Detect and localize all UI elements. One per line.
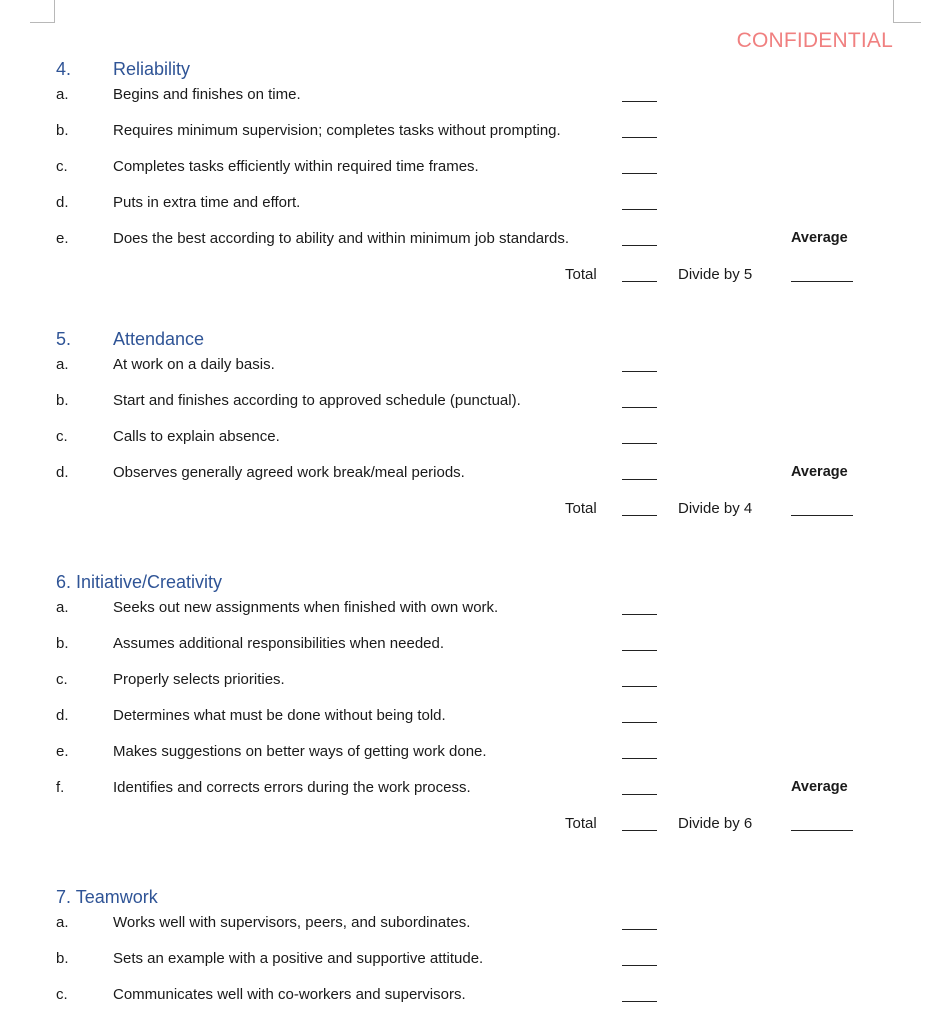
section-title: Attendance	[113, 329, 205, 349]
item-letter: b.	[56, 950, 69, 967]
item-text: Completes tasks efficiently within required time frames.	[113, 158, 479, 175]
item-letter: d.	[56, 464, 69, 481]
total-blank[interactable]	[622, 830, 657, 831]
item-letter: c.	[56, 986, 68, 1003]
item-letter: c.	[56, 671, 68, 688]
item-text: Requires minimum supervision; completes tasks without prompting.	[113, 122, 561, 139]
score-blank[interactable]	[622, 137, 657, 138]
score-blank[interactable]	[622, 245, 657, 246]
item-text: Begins and finishes on time.	[113, 86, 301, 103]
item-text: Communicates well with co-workers and supervisors.	[113, 986, 466, 1003]
section-number: 5.	[56, 329, 72, 349]
average-label: Average	[791, 779, 848, 795]
item-letter: e.	[56, 743, 69, 760]
divide-label: Divide by 5	[678, 266, 753, 283]
item-letter: f.	[56, 779, 65, 796]
score-blank[interactable]	[622, 1001, 657, 1002]
average-blank[interactable]	[791, 281, 853, 282]
item-letter: a.	[56, 356, 69, 373]
item-text: At work on a daily basis.	[113, 356, 275, 373]
total-blank[interactable]	[622, 515, 657, 516]
item-text: Makes suggestions on better ways of getting work done.	[113, 743, 487, 760]
item-text: Does the best according to ability and within minimum job standards.	[113, 230, 570, 247]
section-heading-initiative: 6. Initiative/Creativity	[56, 572, 223, 592]
score-blank[interactable]	[622, 101, 657, 102]
score-blank[interactable]	[622, 929, 657, 930]
item-letter: d.	[56, 194, 69, 211]
total-label: Total	[565, 815, 597, 832]
average-blank[interactable]	[791, 515, 853, 516]
item-text: Works well with supervisors, peers, and subordinates.	[113, 914, 471, 931]
section-title: Reliability	[113, 59, 191, 79]
item-text: Identifies and corrects errors during the work process.	[113, 779, 471, 796]
section-number: 4.	[56, 59, 72, 79]
item-text: Seeks out new assignments when finished with own work.	[113, 599, 499, 616]
item-text: Observes generally agreed work break/meal periods.	[113, 464, 465, 481]
score-blank[interactable]	[622, 614, 657, 615]
item-text: Calls to explain absence.	[113, 428, 280, 445]
item-text: Sets an example with a positive and supportive attitude.	[113, 950, 484, 967]
item-text: Start and finishes according to approved schedule (punctual).	[113, 392, 521, 409]
item-text: Determines what must be done without being told.	[113, 707, 446, 724]
score-blank[interactable]	[622, 686, 657, 687]
crop-mark-left	[30, 0, 55, 23]
item-letter: a.	[56, 599, 69, 616]
score-blank[interactable]	[622, 407, 657, 408]
score-blank[interactable]	[622, 758, 657, 759]
item-letter: b.	[56, 122, 69, 139]
divide-label: Divide by 6	[678, 815, 753, 832]
score-blank[interactable]	[622, 371, 657, 372]
confidential-watermark: CONFIDENTIAL	[736, 29, 893, 52]
section-heading-teamwork: 7. Teamwork	[56, 887, 158, 907]
item-letter: c.	[56, 428, 68, 445]
crop-mark-right	[893, 0, 921, 23]
item-letter: c.	[56, 158, 68, 175]
average-blank[interactable]	[791, 830, 853, 831]
score-blank[interactable]	[622, 722, 657, 723]
item-text: Properly selects priorities.	[113, 671, 285, 688]
item-text: Assumes additional responsibilities when needed.	[113, 635, 445, 652]
score-blank[interactable]	[622, 794, 657, 795]
total-blank[interactable]	[622, 281, 657, 282]
item-letter: b.	[56, 635, 69, 652]
divide-label: Divide by 4	[678, 500, 753, 517]
item-letter: a.	[56, 914, 69, 931]
total-label: Total	[565, 266, 597, 283]
item-letter: a.	[56, 86, 69, 103]
score-blank[interactable]	[622, 173, 657, 174]
score-blank[interactable]	[622, 965, 657, 966]
item-text: Puts in extra time and effort.	[113, 194, 301, 211]
score-blank[interactable]	[622, 479, 657, 480]
score-blank[interactable]	[622, 443, 657, 444]
item-letter: b.	[56, 392, 69, 409]
total-label: Total	[565, 500, 597, 517]
score-blank[interactable]	[622, 650, 657, 651]
average-label: Average	[791, 464, 848, 480]
average-label: Average	[791, 230, 848, 246]
item-letter: e.	[56, 230, 69, 247]
item-letter: d.	[56, 707, 69, 724]
score-blank[interactable]	[622, 209, 657, 210]
